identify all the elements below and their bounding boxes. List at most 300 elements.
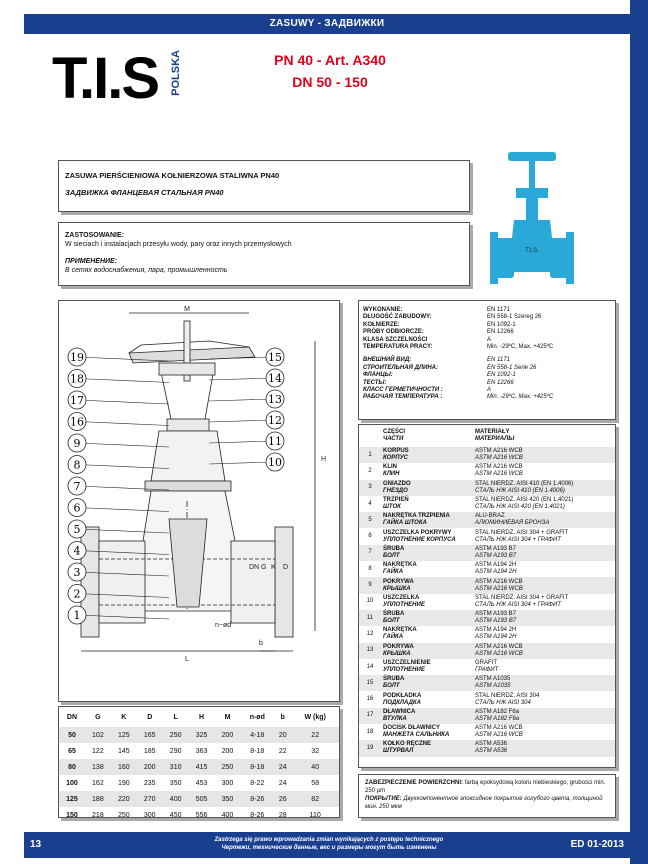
part-name-ru: ГАЙКА xyxy=(383,569,404,576)
callout-number: 13 xyxy=(268,393,282,406)
spec-label: КЛАСС ГЕРМЕТИЧНОСТИ : xyxy=(363,387,443,394)
part-number: 18 xyxy=(366,728,374,735)
dim-cell: 22 xyxy=(278,747,287,755)
dim-nod: n−ød xyxy=(215,622,232,629)
dimensions-table xyxy=(59,707,339,823)
page-number: 13 xyxy=(30,839,42,850)
dim-cell: 125 xyxy=(111,727,137,743)
spec-row xyxy=(361,329,555,336)
callout-leader xyxy=(209,420,275,422)
parts-row xyxy=(359,643,615,659)
dim-cell: 363 xyxy=(195,747,208,755)
callout-number: 6 xyxy=(73,501,81,515)
dim-row xyxy=(59,727,339,743)
dim-row xyxy=(59,807,339,823)
dim-cell: 82 xyxy=(291,791,339,807)
part-material-pl: ASTM A216 WCB xyxy=(475,725,523,732)
part-number: 14 xyxy=(366,663,374,670)
parts-row xyxy=(359,594,615,610)
edition-label: ED 01-2013 xyxy=(570,839,624,850)
callout-leader xyxy=(209,399,275,401)
dim-g: G xyxy=(261,564,267,571)
part-name-ru: ШТОК xyxy=(383,504,401,511)
coating-ru xyxy=(365,795,609,811)
dim-h: H xyxy=(321,456,327,463)
part-name-pl: NAKRĘTKA xyxy=(383,562,417,569)
dim-header: D xyxy=(147,713,153,721)
callout-number: 18 xyxy=(70,372,84,386)
dim-cell: 8-18 xyxy=(240,759,274,775)
part-number: 5 xyxy=(359,512,381,528)
dim-cell: 290 xyxy=(169,747,182,755)
spec-label: KLASA SZCZELNOŚCI xyxy=(363,336,428,343)
coating-text-ru: Двухкомпонентное эпоксидное покрытие голубого цвета, толщиной мин. 250 мкм xyxy=(365,796,603,810)
spec-row xyxy=(361,344,555,351)
part-name-ru: ГАЙКА xyxy=(383,634,404,641)
materials-header-ru: МАТЕРИАЛЫ xyxy=(475,436,515,442)
coating-pl xyxy=(365,779,609,795)
callout-number: 12 xyxy=(268,414,282,427)
usage-label-ru: ПРИМЕНЕНИЕ: xyxy=(65,258,118,265)
coating-label-ru: ПОКРЫТИЕ: xyxy=(365,796,402,802)
dim-cell: 300 xyxy=(143,811,156,819)
part-name-ru: МАНЖЕТА САЛЬНИКА xyxy=(383,732,450,739)
part-name-pl: KOŁKO RĘCZNE xyxy=(383,741,431,748)
dim-cell: 145 xyxy=(117,747,130,755)
callout-number: 15 xyxy=(268,351,282,364)
spec-value: EN 558-1 Serie 26 xyxy=(487,364,537,371)
dim-header: G xyxy=(95,713,101,721)
dim-cell: 453 xyxy=(195,779,208,787)
callout-number: 14 xyxy=(268,372,282,385)
part-material-ru: ASTM A194 2H xyxy=(475,569,517,576)
product-title-dn: DN 50 - 150 xyxy=(292,74,368,90)
dim-cell: 556 xyxy=(195,811,208,819)
spec-label: ФЛАНЦЫ: xyxy=(363,372,393,379)
spec-value: A xyxy=(487,387,492,394)
spec-label: KOŁNIERZE: xyxy=(363,321,400,328)
parts-row xyxy=(359,528,615,544)
dim-cell: 8-18 xyxy=(250,747,265,755)
usage-text-pl: W sieciach i instalacjach przesyłu wody, pary oraz innych przemysłowych xyxy=(65,241,292,248)
callout-leader xyxy=(77,400,169,404)
dim-cell: 250 xyxy=(163,727,189,743)
materials-header-pl: MATERIAŁY xyxy=(475,429,510,435)
part-name-pl: TRZPIEŃ xyxy=(383,497,409,504)
dim-cell: 58 xyxy=(311,779,320,787)
spec-row xyxy=(361,372,555,379)
dim-cell: 4-18 xyxy=(240,727,274,743)
spec-value: Min. -29ºC, Max. +425ºC xyxy=(487,394,554,401)
dim-cell: 218 xyxy=(92,811,104,819)
part-material-pl: ASTM A194 2H xyxy=(475,627,517,634)
parts-row xyxy=(359,708,615,724)
callout-leader xyxy=(77,422,169,426)
parts-row xyxy=(359,577,615,593)
coating-text-pl: farbą epoksydową koloru niebieskiego, grubości min. 250 µm xyxy=(365,780,606,794)
part-number: 19 xyxy=(359,740,381,756)
dim-header: b xyxy=(280,713,285,721)
part-name-pl: POKRYWA xyxy=(383,643,414,650)
part-name-ru: КРЫШКА xyxy=(383,585,411,592)
part-material-ru: ASTM A216 WCB xyxy=(475,455,523,462)
spec-row xyxy=(361,365,555,372)
spec-value: EN 12266 xyxy=(487,329,514,336)
dim-cell: 24 xyxy=(274,759,291,775)
callout-number: 5 xyxy=(73,523,81,536)
part-name-ru: ШТУРВАЛ xyxy=(383,748,414,755)
dim-cell: 138 xyxy=(85,759,111,775)
dim-cell: 65 xyxy=(68,747,76,755)
technical-drawing xyxy=(59,301,339,701)
dim-cell: 32 xyxy=(311,747,320,755)
part-material-pl: STAL NIERDZ. AISI 304 + GRAFIT xyxy=(475,529,569,536)
part-material-ru: СТАЛЬ НЖ AISI 304 + ГРАФИТ xyxy=(475,536,561,543)
part-material-ru: ASTM A194 2H xyxy=(475,634,517,641)
product-name-box xyxy=(58,160,470,212)
part-material-pl: ASTM A1035 xyxy=(475,676,511,683)
category-header: ZASUWY - ЗАДВИЖКИ xyxy=(24,14,630,34)
part-name-pl: USZCZELNIENIE xyxy=(383,660,431,666)
spec-label: WYKONANIE: xyxy=(363,307,403,313)
footer-disclaimer-ru: Чертежи, технические данные, вес и размеры могут быть изменены xyxy=(221,845,437,851)
part-number: 16 xyxy=(366,696,374,703)
part-material-pl: ASTM A194 2H xyxy=(475,562,517,569)
parts-row xyxy=(359,561,615,577)
part-name-ru: ГАЙКА ШТОКА xyxy=(383,520,427,527)
parts-row xyxy=(359,480,615,496)
dim-cell: 325 xyxy=(189,727,215,743)
dim-cell: 122 xyxy=(92,747,104,755)
part-name-pl: DŁAWNICA xyxy=(383,708,416,715)
callout-number: 1 xyxy=(73,609,81,622)
part-material-pl: ASTM A193 B7 xyxy=(475,545,517,552)
callout-number: 9 xyxy=(73,437,81,450)
parts-row xyxy=(359,496,615,512)
dim-cell: 300 xyxy=(221,779,234,787)
part-number: 2 xyxy=(368,467,372,474)
part-material-ru: ASTM A1035 xyxy=(475,683,511,690)
part-name-ru: УПЛОТНЕНИЕ xyxy=(383,601,425,608)
dim-cell: 110 xyxy=(309,811,321,819)
part-material-pl: ASTM A216 WCB xyxy=(475,464,523,471)
callout-number: 17 xyxy=(70,394,84,407)
part-number: 4 xyxy=(368,500,372,507)
callout-leader xyxy=(77,379,169,383)
dim-cell: 8-26 xyxy=(240,791,274,807)
part-material-pl: ASTM A536 xyxy=(475,741,508,748)
parts-row xyxy=(359,724,615,740)
dim-cell: 24 xyxy=(278,779,287,787)
footer-bar xyxy=(24,832,630,858)
dim-header: DN xyxy=(66,713,78,721)
product-title-pn: PN 40 - Art. A340 xyxy=(274,52,386,68)
part-material-ru: ASTM A193 B7 xyxy=(475,552,517,559)
callout-number: 11 xyxy=(268,435,282,448)
callout-leader xyxy=(77,443,169,447)
dimensions-box xyxy=(58,706,340,818)
dim-cell: 28 xyxy=(278,811,287,819)
dim-cell: 50 xyxy=(59,727,85,743)
parts-header-pl: CZĘŚCI xyxy=(383,429,406,435)
part-name-pl: KORPUS xyxy=(383,448,409,455)
part-number: 17 xyxy=(359,708,381,724)
part-number: 11 xyxy=(359,610,381,626)
callout-number: 8 xyxy=(73,458,81,472)
coating-label-pl: ZABEZPIECZENIE POWIERZCHNI: xyxy=(365,780,464,786)
dim-cell: 100 xyxy=(66,779,78,787)
dim-row xyxy=(59,759,339,775)
dim-cell: 350 xyxy=(169,779,182,787)
callout-number: 7 xyxy=(73,480,81,493)
dim-cell: 22 xyxy=(291,727,339,743)
dim-cell: 8-26 xyxy=(250,811,265,819)
dim-cell: 102 xyxy=(85,727,111,743)
dim-header: L xyxy=(173,713,178,721)
right-sidebar-stripe xyxy=(630,0,648,864)
tis-logo xyxy=(52,46,192,116)
dim-cell: 505 xyxy=(189,791,215,807)
spec-value: EN 1171 xyxy=(487,357,510,364)
part-material-pl: ASTM A216 WCB xyxy=(475,578,523,585)
parts-row xyxy=(359,545,615,561)
part-material-ru: ASTM A216 WCB xyxy=(475,471,523,478)
dim-cell: 8-22 xyxy=(250,779,265,787)
dim-cell: 185 xyxy=(143,747,156,755)
dim-cell: 200 xyxy=(221,747,234,755)
part-name-pl: KLIN xyxy=(383,464,397,471)
dim-cell: 310 xyxy=(163,759,189,775)
spec-label: СТРОИТЕЛЬНАЯ ДЛИНА: xyxy=(363,364,439,371)
dim-header: n-ød xyxy=(249,713,265,721)
dim-header: M xyxy=(224,713,231,721)
dim-cell: 162 xyxy=(92,779,104,787)
dim-cell: 20 xyxy=(274,727,291,743)
dim-header: W (kg) xyxy=(304,713,326,721)
spec-value: A xyxy=(487,336,492,343)
dim-cell: 125 xyxy=(59,791,85,807)
dim-row xyxy=(59,775,339,791)
usage-text-ru: В сетях водоснабжения, пара, промышленность xyxy=(65,267,228,274)
spec-label: РАБОЧАЯ ТЕМПЕРАТУРА : xyxy=(363,394,443,401)
spec-label: TEMPERATURA PRACY: xyxy=(363,344,433,351)
part-number: 6 xyxy=(368,533,372,540)
part-name-pl: ŚRUBA xyxy=(383,676,405,683)
part-name-pl: POKRYWA xyxy=(383,578,414,585)
part-number: 15 xyxy=(359,675,381,691)
dim-row xyxy=(59,791,339,807)
part-material-pl: ASTM A193 B7 xyxy=(475,611,517,618)
dim-cell: 200 xyxy=(137,759,163,775)
part-name-pl: DOCISK DŁAWNICY xyxy=(383,725,440,732)
part-number: 8 xyxy=(368,565,372,572)
spec-table-ru xyxy=(361,357,555,401)
dim-row xyxy=(59,743,339,759)
dim-cell: 80 xyxy=(59,759,85,775)
callout-number: 4 xyxy=(73,544,81,558)
part-material-pl: STAL NIERDZ. AISI 410 (EN 1.4006) xyxy=(475,480,574,487)
callout-number: 19 xyxy=(70,351,84,364)
specification-box xyxy=(358,300,616,420)
spec-row xyxy=(361,380,555,387)
part-material-ru: ASTM A216 WCB xyxy=(475,732,523,739)
part-name-ru: ВТУЛКА xyxy=(383,715,407,722)
part-name-pl: PODKŁADKA xyxy=(383,692,422,699)
part-number: 9 xyxy=(359,577,381,593)
part-name-ru: БОЛТ xyxy=(383,552,400,559)
callout-number: 3 xyxy=(73,566,81,579)
spec-table-pl xyxy=(361,307,555,351)
spec-value: EN 558-1 Szereg 26 xyxy=(487,314,542,321)
dim-header: H xyxy=(199,713,205,721)
part-number: 1 xyxy=(359,447,381,463)
usage-label-pl: ZASTOSOWANIE: xyxy=(65,232,124,239)
spec-label: ВНЕШНИЙ ВИД: xyxy=(363,357,412,364)
usage-box xyxy=(58,222,470,286)
part-material-ru: СТАЛЬ НЖ AISI 420 (EN 1.4021) xyxy=(475,504,565,511)
part-number: 13 xyxy=(359,643,381,659)
spec-label: ТЕСТЫ: xyxy=(363,379,387,386)
part-material-ru: АЛЮМИНИЕВАЯ БРОНЗА xyxy=(475,520,550,527)
dim-cell: 190 xyxy=(117,779,130,787)
part-name-pl: USZCZELKA xyxy=(383,594,420,601)
parts-table xyxy=(359,425,615,757)
spec-row xyxy=(361,357,555,364)
spec-label: DŁUGOŚĆ ZABUDOWY: xyxy=(363,314,432,321)
dim-b: b xyxy=(259,640,263,647)
valve-photo xyxy=(486,152,586,292)
parts-header-ru: ЧАСТИ xyxy=(383,436,404,442)
part-material-ru: ASTM A216 WCB xyxy=(475,585,523,592)
product-name-ru: ЗАДВИЖКА ФЛАНЦЕВАЯ СТАЛЬНАЯ PN40 xyxy=(65,188,224,197)
dim-k: K xyxy=(271,564,276,571)
part-material-ru: СТАЛЬ НЖ AISI 410 (EN 1.4006) xyxy=(475,487,565,494)
part-name-ru: ГНЕЗДО xyxy=(383,487,408,494)
dim-cell: 270 xyxy=(137,791,163,807)
parts-materials-box xyxy=(358,424,616,768)
part-name-ru: КОРПУС xyxy=(383,455,408,462)
dim-cell: 350 xyxy=(215,791,241,807)
spec-value: EN 1092-1 xyxy=(487,372,516,379)
footer-disclaimer-pl: Zastrzega się prawo wprowadzania zmian wynikających z postępu technicznego xyxy=(214,837,444,843)
logo-subtext: POLSKA xyxy=(170,50,182,96)
dim-cell: 26 xyxy=(274,791,291,807)
spec-value: EN 1092-1 xyxy=(487,321,516,328)
coating-box xyxy=(358,774,616,818)
spec-row xyxy=(361,394,555,401)
part-number: 10 xyxy=(366,598,374,605)
parts-row xyxy=(359,512,615,528)
dim-cell: 165 xyxy=(137,727,163,743)
part-name-ru: КРЫШКА xyxy=(383,650,411,657)
part-material-pl: ASTM A182 F6a xyxy=(475,708,520,715)
dim-cell: 250 xyxy=(117,811,130,819)
dim-l: L xyxy=(185,656,189,663)
dim-cell: 40 xyxy=(291,759,339,775)
callout-number: 2 xyxy=(73,587,81,601)
part-name-ru: ПОДКЛАДКА xyxy=(383,699,421,706)
part-material-pl: ASTM A216 WCB xyxy=(475,643,523,650)
callout-number: 16 xyxy=(70,415,84,429)
part-material-pl: STAL NIERDZ. AISI 304 xyxy=(475,692,540,699)
dim-cell: 400 xyxy=(163,791,189,807)
dim-cell: 188 xyxy=(85,791,111,807)
part-number: 7 xyxy=(359,545,381,561)
valve-photo-label: T.I.S. xyxy=(525,248,539,254)
logo-text: T.I.S xyxy=(52,46,159,111)
parts-row xyxy=(359,691,615,707)
dim-cell: 150 xyxy=(66,811,78,819)
part-material-ru: СТАЛЬ НЖ AISI 304 + ГРАФИТ xyxy=(475,601,561,608)
part-material-ru: ASTM A193 B7 xyxy=(475,618,517,625)
parts-row xyxy=(359,626,615,642)
dim-d: D xyxy=(283,564,289,571)
part-material-ru: ГРАФИТ xyxy=(475,667,499,673)
part-material-ru: ASTM A536 xyxy=(475,748,508,755)
dim-cell: 250 xyxy=(215,759,241,775)
parts-row xyxy=(359,447,615,463)
part-name-ru: БОЛТ xyxy=(383,618,400,625)
callout-number: 10 xyxy=(268,456,282,469)
callout-leader xyxy=(209,378,275,380)
spec-label: PRÓBY ODBIORCZE: xyxy=(363,329,424,336)
dim-cell: 235 xyxy=(143,779,156,787)
dim-m: M xyxy=(184,306,190,313)
spec-value: Min. -29ºC, Max. +425ºC xyxy=(487,344,554,351)
dim-cell: 160 xyxy=(111,759,137,775)
part-name-pl: NAKRĘTKA xyxy=(383,627,417,634)
product-name-pl: ZASUWA PIERŚCIENIOWA KOŁNIERZOWA STALIWNA PN40 xyxy=(65,171,280,180)
parts-row xyxy=(359,610,615,626)
part-material-pl: ASTM A216 WCB xyxy=(475,448,523,455)
part-number: 12 xyxy=(366,630,374,637)
parts-row xyxy=(359,463,615,479)
dim-dn: DN xyxy=(249,564,260,571)
dim-cell: 220 xyxy=(111,791,137,807)
parts-row xyxy=(359,740,615,756)
part-material-pl: ALU-BRAZ xyxy=(475,513,505,520)
part-name-ru: УПЛОТНЕНИЕ КОРПУСА xyxy=(383,536,456,543)
dim-cell: 450 xyxy=(169,811,182,819)
spec-row xyxy=(361,314,555,321)
part-name-pl: NAKRĘTKA TRZPIENIA xyxy=(383,513,450,520)
part-name-ru: БОЛТ xyxy=(383,683,400,690)
dim-cell: 200 xyxy=(215,727,241,743)
dim-cell: 415 xyxy=(189,759,215,775)
part-number: 3 xyxy=(359,480,381,496)
dim-cell: 400 xyxy=(221,811,234,819)
part-material-ru: ASTM A216 WCB xyxy=(475,650,523,657)
part-name-pl: USZCZELKA POKRYWY xyxy=(383,529,452,536)
part-name-pl: GNIAZDO xyxy=(383,480,411,487)
part-material-ru: ASTM A182 F6a xyxy=(475,715,520,722)
part-name-ru: КЛИН xyxy=(383,471,400,478)
part-material-pl: STAL NIERDZ. AISI 304 + GRAFIT xyxy=(475,594,569,601)
parts-row xyxy=(359,659,615,675)
spec-row xyxy=(361,337,555,344)
dim-header: K xyxy=(121,713,127,721)
spec-value: EN 12266 xyxy=(487,379,514,386)
part-name-pl: ŚRUBA xyxy=(383,611,405,618)
parts-row xyxy=(359,675,615,691)
part-material-pl: GRAFIT xyxy=(475,660,497,666)
part-name-pl: ŚRUBA xyxy=(383,545,405,552)
spec-value: EN 1171 xyxy=(487,307,510,313)
part-material-pl: STAL NIERDZ. AISI 420 (EN 1.4021) xyxy=(475,497,574,504)
part-name-ru: УПЛОТНЕНИЕ xyxy=(383,667,425,673)
part-material-ru: СТАЛЬ НЖ AISI 304 xyxy=(475,699,531,706)
technical-drawing-box xyxy=(58,300,340,702)
